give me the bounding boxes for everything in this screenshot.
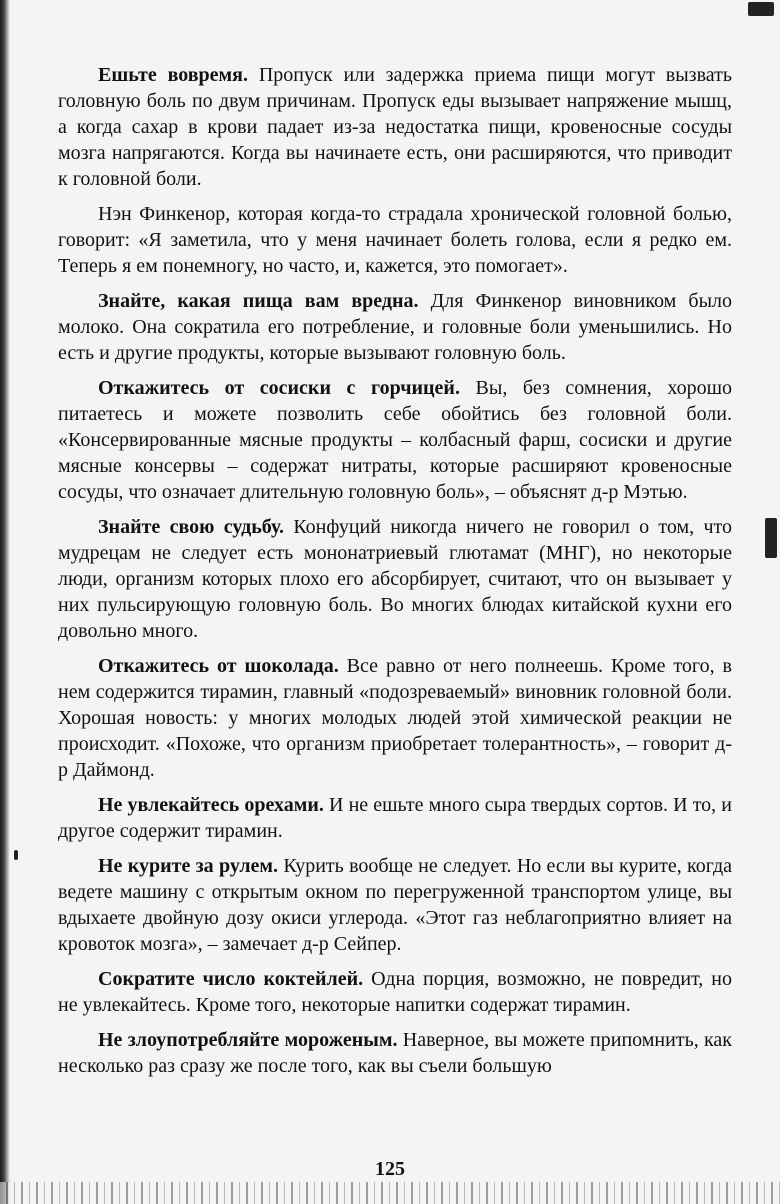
paragraph-text: Конфуций никогда ничего не говорил о том, что мудрецам не следует есть мононатриевый глютамат (МНГ), но некоторые люди, организм которых плохо его абсорбирует, считают, что он вызывает у них пульсирующую головную боль. Во многих блюдах китайской кухни его довольно много. [58, 516, 732, 642]
paragraph-lead: Откажитесь от шоколада. [98, 655, 339, 677]
scan-speck [748, 2, 774, 16]
paragraph-text: Наверное, вы можете припомнить, как несколько раз сразу же после того, как вы съели большую [58, 1029, 732, 1077]
paragraph-lead: Не увлекайтесь орехами. [98, 794, 324, 816]
paragraph [58, 514, 732, 644]
paragraph [58, 966, 732, 1018]
paragraph-lead: Сократите число коктейлей. [98, 968, 364, 990]
paragraph [58, 288, 732, 366]
paragraph-text: Вы, без сомнения, хорошо питаетесь и можете позволить себе обойтись без головной боли. «Консервированные мясные продукты – колбасный фарш, сосиски и другие мясные консервы – содержат нитраты, которые расширяют кровеносные сосуды, что означает длительную головную боль», – объяснят д-р Мэтью. [58, 377, 732, 503]
paragraph-text: Для Финкенор виновником было молоко. Она сократила его потребление, и головные боли уменьшились. Но есть и другие продукты, которые вызывают головную боль. [58, 290, 732, 364]
scan-edge-bottom [0, 1182, 780, 1204]
paragraph-text: Курить вообще не следует. Но если вы курите, когда ведете машину с открытым окном по перегруженной транспортом улице, вы вдыхаете двойную дозу окиси углерода. «Этот газ неблагоприятно влияет на кровоток мозга», – замечает д-р Сейпер. [58, 855, 733, 955]
paragraph [58, 1027, 732, 1079]
paragraph-text: Одна порция, возможно, не повредит, но не увлекайтесь. Кроме того, некоторые напитки содержат тирамин. [58, 968, 732, 1016]
scan-speck [765, 518, 777, 558]
paragraph-lead: Не злоупотребляйте мороженым. [98, 1029, 398, 1051]
paragraph [58, 375, 732, 505]
page-number: 125 [375, 1158, 405, 1180]
paragraph-text: Пропуск или задержка приема пищи могут вызвать головную боль по двум причинам. Пропуск еды вызывает напряжение мышц, а когда сахар в крови падает из-за недостатка пищи, кровеносные сосуды мозга напрягаются. Когда вы начинаете есть, они расширяются, что приводит к головной боли. [58, 64, 732, 190]
paragraph [58, 853, 732, 957]
paragraph-text: И не ешьте много сыра твердых сортов. И то, и другое содержит тирамин. [58, 794, 732, 842]
paragraph-lead: Знайте свою судьбу. [98, 516, 285, 538]
paragraph-text: Нэн Финкенор, которая когда-то страдала хронической головной болью, говорит: «Я заметила, что у меня начинает болеть голова, если я редко ем. Теперь я ем понемногу, но часто, и, кажется, это помогает». [58, 203, 732, 277]
paragraph-lead: Ешьте вовремя. [98, 64, 248, 86]
paragraph [58, 653, 732, 783]
scan-speck [14, 850, 18, 860]
page-body [58, 62, 732, 1088]
paragraph-lead: Откажитесь от сосиски с горчицей. [98, 377, 460, 399]
scan-edge-left [0, 0, 10, 1204]
paragraph-text: Все равно от него полнеешь. Кроме того, в нем содержится тирамин, главный «подозреваемый» виновник головной боли. Хорошая новость: у многих молодых людей этой химической реакции не происходит. «Похоже, что организм приобретает толерантность», – говорит д-р Даймонд. [58, 655, 732, 781]
paragraph-lead: Знайте, какая пища вам вредна. [98, 290, 419, 312]
paragraph [58, 792, 732, 844]
paragraph [58, 201, 732, 279]
paragraph [58, 62, 732, 192]
paragraph-lead: Не курите за рулем. [98, 855, 279, 877]
